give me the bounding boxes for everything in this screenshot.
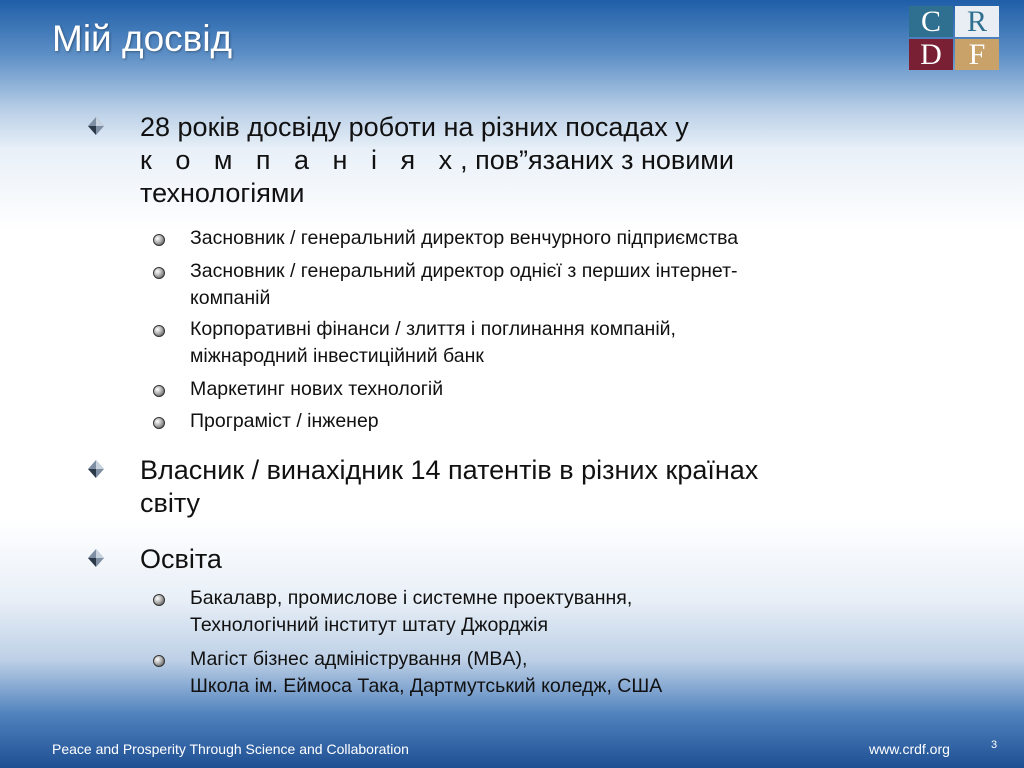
logo-letter-c: C: [909, 6, 953, 37]
logo-letter-r: R: [955, 6, 999, 37]
round-bullet-icon: [153, 267, 165, 279]
sub-item-text-cont: Школа ім. Еймоса Така, Дартмутський коледж, США: [190, 675, 663, 697]
diamond-bullet-icon: [88, 460, 104, 478]
sub-item-mba: [190, 646, 930, 700]
sub-item-corporate-finance: [190, 316, 930, 370]
round-bullet-icon: [153, 655, 165, 667]
experience-line-1: 28 років досвіду роботи на різних посадах у: [140, 112, 689, 142]
sub-item-text: Магіст бізнес адміністрування (MBA),: [190, 648, 528, 670]
logo-letter-f: F: [955, 39, 999, 70]
education-heading: Освіта: [140, 544, 222, 574]
sub-item-text: Засновник / генеральний директор однієї з перших інтернет-: [190, 260, 738, 282]
bullet-education: [140, 543, 940, 576]
sub-item-text: Маркетинг нових технологій: [190, 378, 444, 400]
sub-item-text: Програміст / інженер: [190, 410, 379, 432]
round-bullet-icon: [153, 417, 165, 429]
experience-line-3: технологіями: [140, 178, 305, 208]
sub-item-marketing: [190, 376, 930, 403]
page-number: 3: [991, 739, 998, 751]
diamond-bullet-icon: [88, 549, 104, 567]
sub-item-founder-venture: [190, 225, 930, 252]
experience-line-2: [140, 144, 940, 177]
round-bullet-icon: [153, 594, 165, 606]
sub-item-text-cont: Технологічний інститут штату Джорджія: [190, 614, 549, 636]
patents-line-2: світу: [140, 488, 201, 518]
slide-title: Мій досвід: [52, 18, 233, 59]
bullet-experience: [140, 111, 940, 210]
sub-item-bachelor: [190, 585, 930, 639]
sub-item-founder-internet: [190, 258, 930, 312]
round-bullet-icon: [153, 325, 165, 337]
sub-item-text-cont: міжнародний інвестиційний банк: [190, 345, 484, 367]
sub-item-text: Засновник / генеральний директор венчурного підприємства: [190, 227, 739, 249]
footer-tagline: Peace and Prosperity Through Science and Collaboration: [52, 741, 409, 757]
logo-letter-d: D: [909, 39, 953, 70]
patents-line-1: Власник / винахідник 14 патентів в різних країнах: [140, 455, 759, 485]
crdf-logo: [909, 6, 999, 70]
experience-companies-spaced: к о м п а н і я х: [140, 145, 461, 175]
diamond-bullet-icon: [88, 117, 104, 135]
round-bullet-icon: [153, 234, 165, 246]
sub-item-programmer: [190, 408, 930, 435]
round-bullet-icon: [153, 385, 165, 397]
sub-item-text: Корпоративні фінанси / злиття і поглинання компаній,: [190, 318, 676, 340]
sub-item-text: Бакалавр, промислове і системне проектування,: [190, 587, 633, 609]
footer-website: www.crdf.org: [869, 741, 950, 757]
bullet-patents: [140, 454, 940, 520]
experience-line-2-rest: , пов”язаних з новими: [460, 145, 734, 175]
sub-item-text-cont: компаній: [190, 287, 271, 309]
